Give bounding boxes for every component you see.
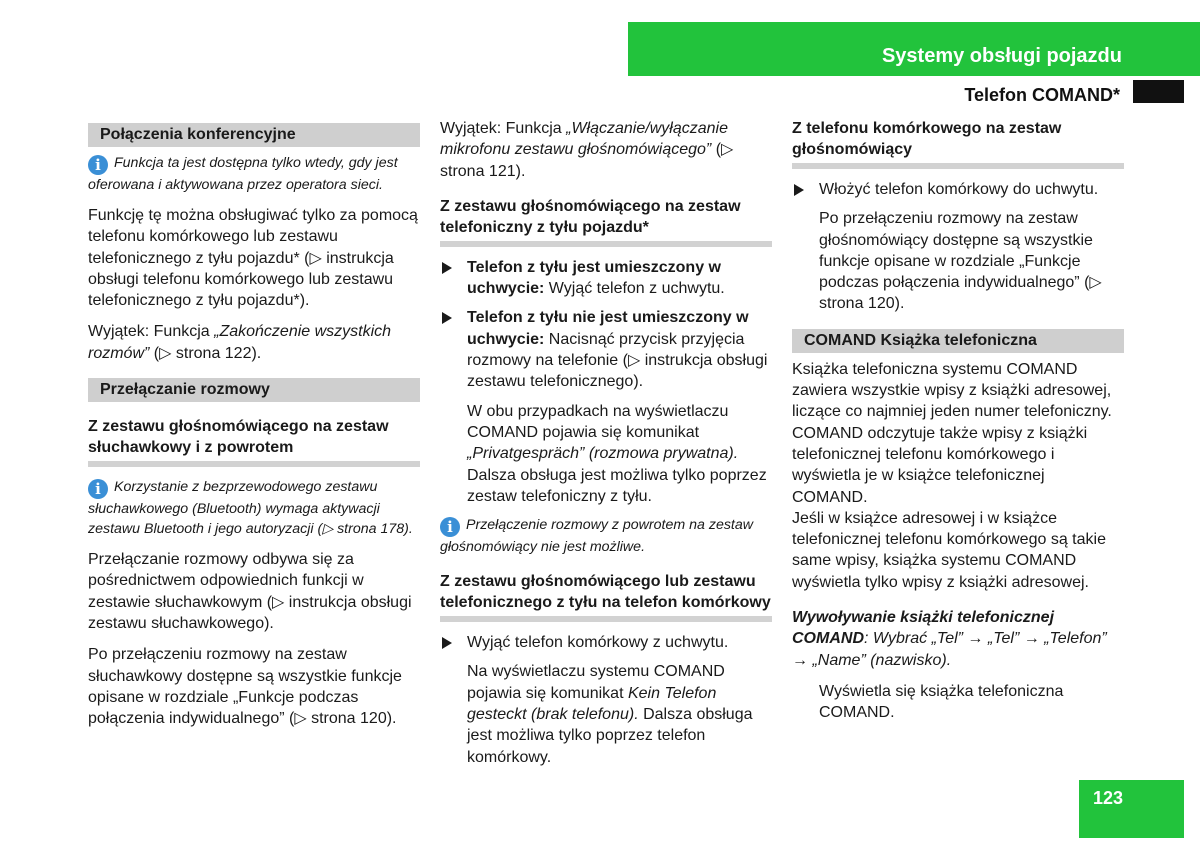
list-item xyxy=(792,179,1124,200)
italic-text: „Zakończenie wszystkich rozmów” xyxy=(88,323,392,362)
subheading: Z zestawu głośnomówiącego na zestaw telefoniczny z tyłu pojazdu* xyxy=(440,196,772,247)
bold-text: Telefon z tyłu jest umieszczony w uchwycie: xyxy=(467,258,721,298)
text: (▷ strona 122). xyxy=(149,344,262,362)
text: Dalsza obsługa jest możliwa tylko poprzez zestaw telefoniczny z tyłu. xyxy=(467,466,767,505)
indented-paragraph xyxy=(440,401,772,507)
section-heading-phonebook: COMAND Książka telefoniczna xyxy=(792,329,1124,353)
info-note xyxy=(440,515,772,557)
bold-text: Wywoływanie książki telefonicznej COMAND xyxy=(792,609,1055,648)
text: Wyjąć telefon komórkowy z uchwytu. xyxy=(467,634,729,652)
info-note xyxy=(88,153,420,195)
bold-text: Telefon z tyłu nie jest umieszczony w uchwycie: xyxy=(467,309,749,348)
paragraph xyxy=(792,607,1124,671)
paragraph: Książka telefoniczna systemu COMAND zawiera wszystkie wpisy z książki adresowej, liczące co najmniej jeden numer telefoniczny. COMAND odczytuje także wpisy z książki telefonicznej telefonu komórkowego i wyświetla je w książce telefonicznej COMAND. xyxy=(792,360,1112,506)
text: Wyjątek: Funkcja xyxy=(440,120,567,137)
info-icon: i xyxy=(440,517,460,537)
info-note xyxy=(88,477,420,539)
page-number-box xyxy=(1079,780,1184,838)
info-icon: i xyxy=(88,155,108,175)
bullet-arrow-icon xyxy=(442,637,452,649)
indented-paragraph: Wyświetla się książka telefoniczna COMAND. xyxy=(819,682,1064,722)
section-heading-switching: Przełączanie rozmowy xyxy=(88,378,420,402)
italic-text: „Privatgespräch” (rozmowa prywatna). xyxy=(467,445,739,463)
bullet-arrow-icon xyxy=(442,262,452,274)
column-2 xyxy=(440,118,772,776)
section-title: Systemy obsługi pojazdu xyxy=(881,45,1122,67)
info-note-text: Korzystanie z bezprzewodowego zestawu słuchawkowego (Bluetooth) wymaga aktywacji zestawu Bluetooth i jego autoryzacji (▷ strona 178). xyxy=(88,479,413,538)
column-1 xyxy=(88,118,420,739)
bullet-arrow-icon xyxy=(794,184,804,196)
text: (▷ strona 121). xyxy=(440,141,734,180)
subheading: Z zestawu głośnomówiącego na zestaw słuchawkowy i z powrotem xyxy=(88,416,420,467)
indented-paragraph: Po przełączeniu rozmowy na zestaw głośnomówiący dostępne są wszystkie funkcje opisane w rozdziale „Funkcje podczas połączenia indywidualnego” (▷ strona 120). xyxy=(819,210,1102,313)
header-black-tab xyxy=(1133,80,1184,103)
text: Nacisnąć przycisk przyjęcia rozmowy na telefonie (▷ instrukcja obsługi zestawu telefonicznego). xyxy=(467,330,768,391)
text: Dalsza obsługa jest możliwa tylko poprzez telefon komórkowy. xyxy=(467,706,753,766)
paragraph: Funkcję tę można obsługiwać tylko za pomocą telefonu komórkowego lub zestawu telefonicznego z tyłu pojazdu* (▷ instrukcja obsługi telefonu komórkowego lub zestawu telefonicznego z tyłu pojazdu*). xyxy=(88,207,418,310)
text: Wyjąć telefon z uchwytu. xyxy=(544,280,725,298)
text: Na wyświetlaczu systemu COMAND pojawia się komunikat xyxy=(467,663,725,702)
list-item xyxy=(440,307,772,392)
list-item xyxy=(440,257,772,300)
page-number: 123 xyxy=(1093,788,1124,808)
italic-text: Kein Telefon gesteckt (brak telefonu). xyxy=(467,684,717,724)
paragraph xyxy=(88,321,420,364)
paragraph: Przełączanie rozmowy odbywa się za pośrednictwem odpowiednich funkcji w zestawie słuchawkowym (▷ instrukcja obsługi zestawu słuchawkowego). xyxy=(88,551,412,632)
bullet-arrow-icon xyxy=(442,312,452,324)
paragraph: Po przełączeniu rozmowy na zestaw słuchawkowy dostępne są wszystkie funkcje opisane w rozdziale „Funkcje podczas połączenia indywidualnego” (▷ strona 120). xyxy=(88,646,402,728)
list-item xyxy=(440,632,772,653)
info-note-text: Przełączenie rozmowy z powrotem na zestaw głośnomówiący nie jest możliwe. xyxy=(440,517,754,556)
text: : Wybrać „Tel” → „Tel” → „Telefon” → „Name” (nazwisko). xyxy=(792,630,1107,669)
column-3 xyxy=(792,118,1124,732)
info-note-text: Funkcja ta jest dostępna tylko wtedy, gdy jest oferowana i aktywowana przez operatora sieci. xyxy=(88,155,398,193)
text: W obu przypadkach na wyświetlaczu COMAND pojawia się komunikat xyxy=(467,402,729,441)
paragraph: Jeśli w książce adresowej i w książce telefonicznej telefonu komórkowego są takie same wpisy, książka systemu COMAND wyświetla tylko wpisy z książki adresowej. xyxy=(792,509,1106,591)
text: Włożyć telefon komórkowy do uchwytu. xyxy=(819,181,1099,198)
section-heading-conference: Połączenia konferencyjne xyxy=(88,123,420,147)
text: Wyjątek: Funkcja xyxy=(88,323,215,341)
subheading: Z telefonu komórkowego na zestaw głośnomówiący xyxy=(792,118,1124,169)
indented-paragraph xyxy=(440,661,772,767)
subheading: Z zestawu głośnomówiącego lub zestawu telefonicznego z tyłu na telefon komórkowy xyxy=(440,571,772,622)
page-subtitle: Telefon COMAND* xyxy=(964,85,1120,105)
paragraph xyxy=(440,118,772,182)
italic-text: „Włączanie/wyłączanie mikrofonu zestawu głośnomówiącego” xyxy=(440,120,728,159)
info-icon: i xyxy=(88,479,108,499)
